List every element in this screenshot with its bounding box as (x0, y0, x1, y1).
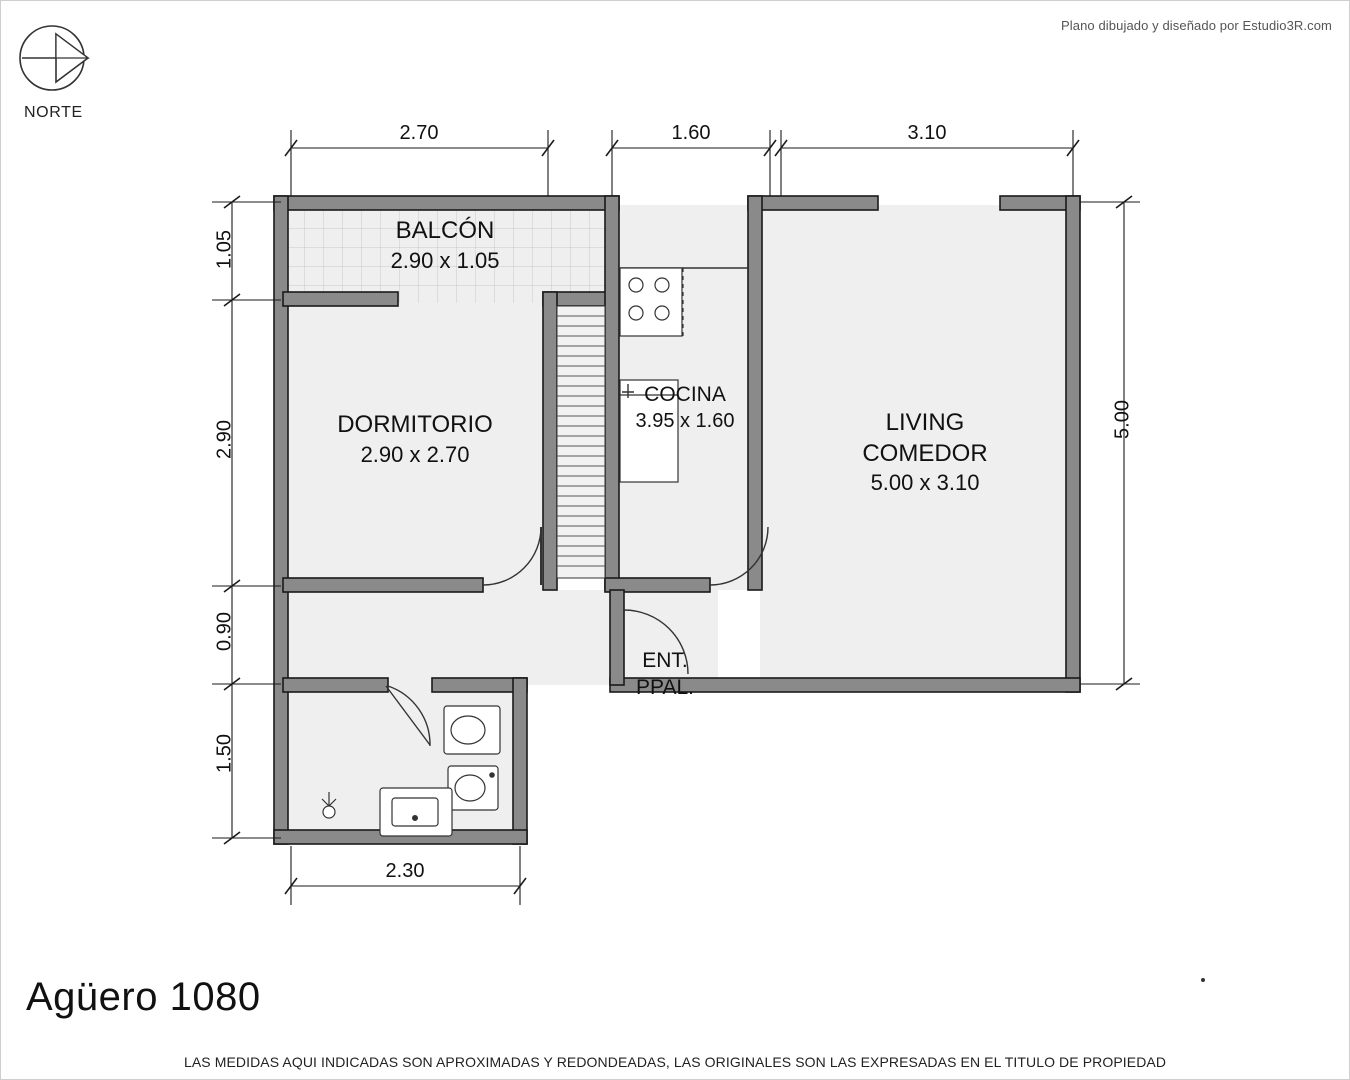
disclaimer-text: LAS MEDIDAS AQUI INDICADAS SON APROXIMADAS Y REDONDEADAS, LAS ORIGINALES SON LAS EXPRESADAS EN EL TITULO DE PROPIEDAD (183, 1054, 1167, 1070)
room-dims-balcon: 2.90 x 1.05 (390, 247, 500, 273)
room-name-living-line1: LIVING (885, 409, 965, 436)
dimension-bottom-bano: 2.30 (385, 860, 425, 882)
stair (557, 306, 605, 578)
room-name-living-line2: COMEDOR (862, 439, 988, 467)
room-label-living (790, 408, 1060, 498)
room-label-balcon (300, 216, 590, 275)
room-label-entrada (600, 648, 730, 702)
dimension-top-cocina: 1.60 (671, 122, 711, 144)
dimension-top-balcon: 2.70 (399, 122, 439, 144)
room-name-cocina: COCINA (644, 383, 726, 406)
room-name-entrada-line2: PPAL. (636, 675, 694, 699)
room-dims-living: 5.00 x 3.10 (870, 470, 980, 496)
room-label-dormitorio (285, 410, 545, 469)
room-dims-dormitorio: 2.90 x 2.70 (360, 441, 470, 467)
room-dims-cocina: 3.95 x 1.60 (635, 409, 735, 432)
room-name-dormitorio: DORMITORIO (337, 411, 493, 438)
credit-line: Plano dibujado y diseñado por Estudio3R.com (1061, 18, 1332, 33)
dimension-top-living: 3.10 (907, 122, 947, 144)
decorative-dot (1201, 978, 1205, 982)
dimension-left-bano: 1.50 (213, 734, 236, 773)
room-label-cocina (610, 382, 760, 434)
room-name-entrada-line1: ENT. (642, 649, 688, 672)
room-name-balcon: BALCÓN (395, 217, 495, 244)
dimension-left-dormitorio: 2.90 (213, 420, 236, 459)
dimension-left-pasillo: 0.90 (213, 612, 236, 651)
dimension-left-balcon: 1.05 (213, 230, 236, 269)
north-label: NORTE (24, 104, 83, 121)
dimension-right-living: 5.00 (1111, 400, 1134, 439)
page-title: Agüero 1080 (26, 975, 261, 1019)
